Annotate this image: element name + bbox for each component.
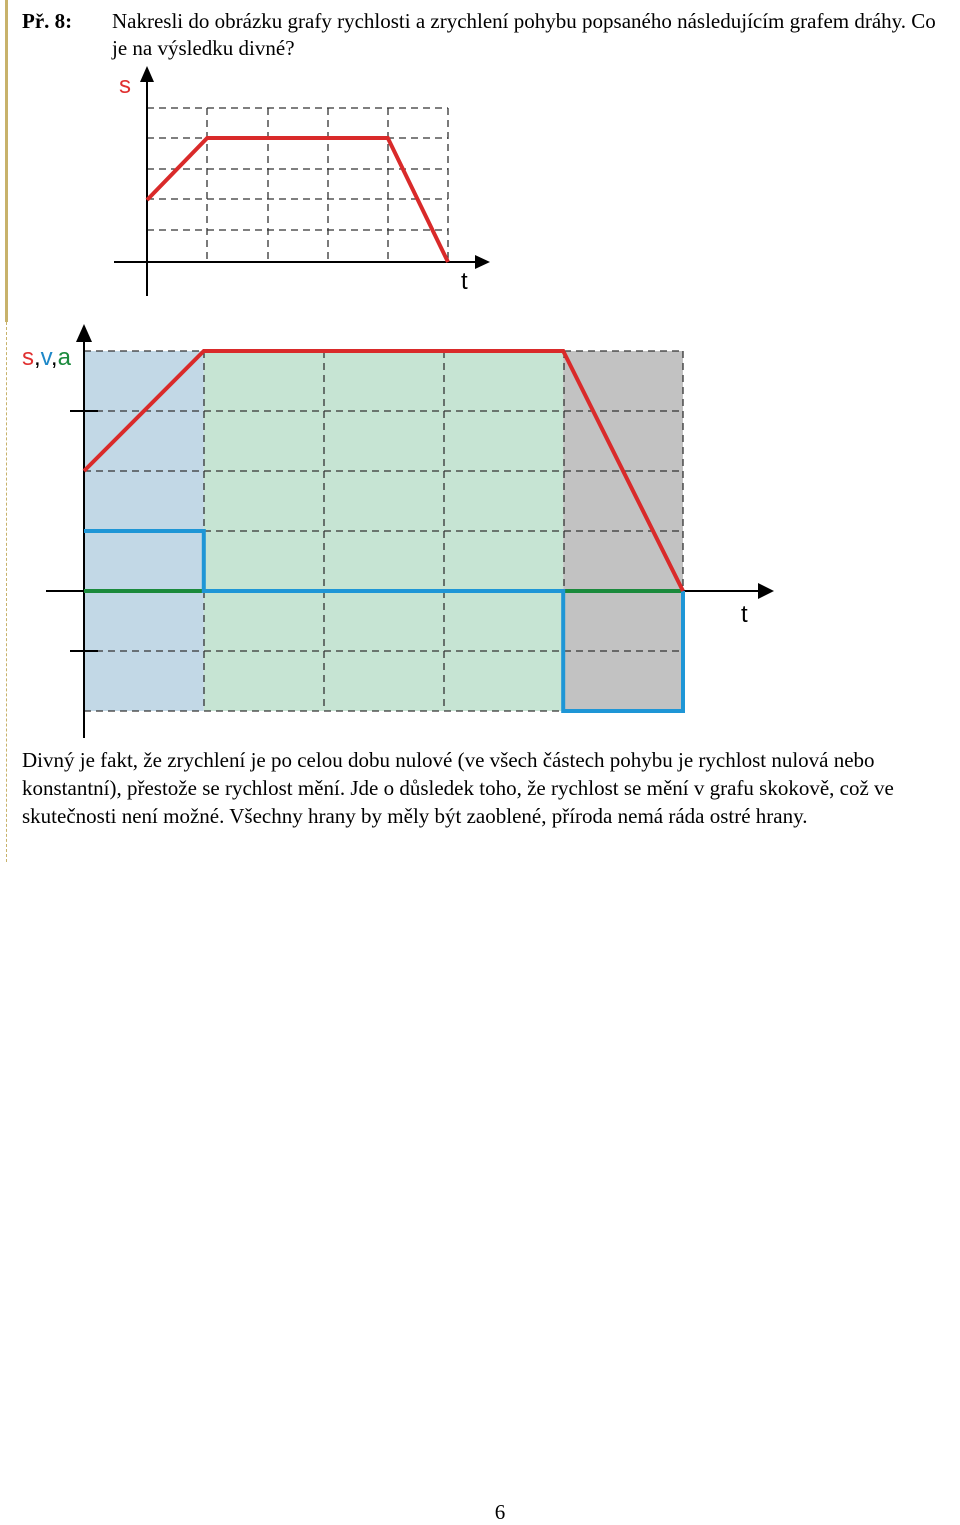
answer-text: Divný je fakt, že zrychlení je po celou dobu nulové (ve všech částech pohybu je rychlost nulová nebo konstantní), přestože se rychlost mění. Jde o důsledek toho, že rychlost se mění v grafu skokově, což ve skutečnosti není možné. Všechny hrany by měly být zaoblené, příroda nemá ráda ostré hrany. (22, 748, 894, 828)
grid-lines (147, 108, 448, 262)
x-axis-arrow (475, 255, 490, 269)
y-axis-label: s (119, 72, 131, 99)
y-label-comma: , (34, 344, 41, 371)
page-number: 6 (494, 1500, 506, 1524)
x-axis-arrow (758, 583, 774, 599)
y-label-s: s (22, 344, 34, 371)
x-axis-label: t (461, 268, 468, 295)
series-group (147, 138, 448, 262)
distance-series-line (147, 138, 448, 262)
x-axis-label: t (741, 601, 748, 628)
y-axis-label (22, 344, 72, 371)
distance-graph (0, 0, 960, 320)
y-label-a: a (57, 344, 71, 371)
y-label-comma: , (50, 344, 58, 371)
y-label-v: v (40, 344, 51, 371)
svа-graph (0, 320, 960, 740)
task-label: Př. 8: (22, 9, 73, 33)
y-axis-arrow (76, 324, 92, 342)
axes (114, 66, 490, 296)
task-text: Nakresli do obrázku grafy rychlosti a zrychlení pohybu popsaného následujícím grafem dráhy. Co je na výsledku divné? (112, 9, 936, 60)
y-axis-arrow (140, 66, 154, 82)
